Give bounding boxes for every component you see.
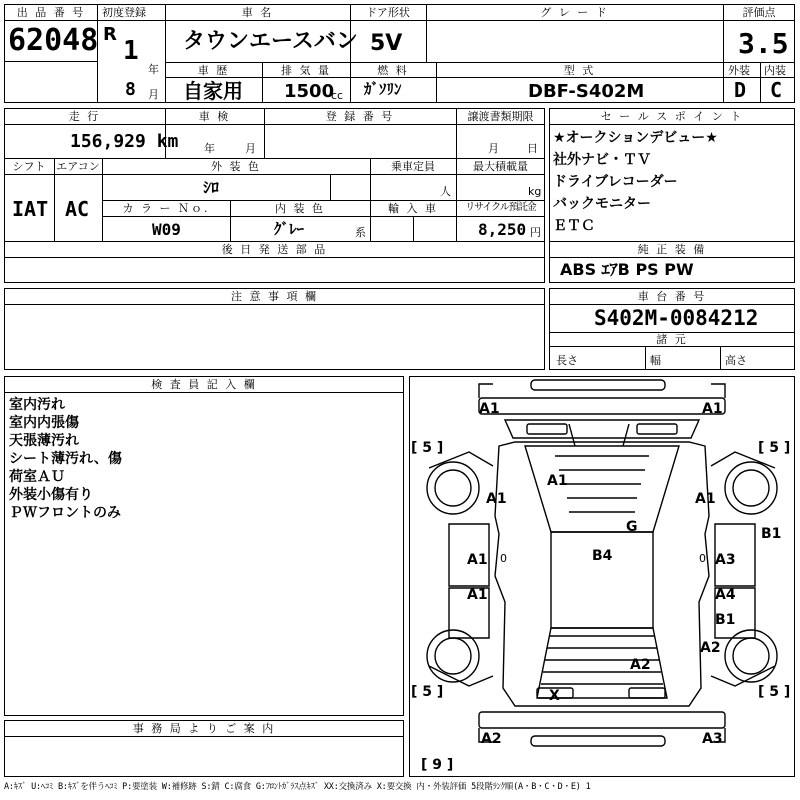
mark-left-front-fender: A1 <box>486 491 507 507</box>
later-parts-label: 後 日 発 送 部 品 <box>221 243 328 256</box>
exterior-grade: D <box>734 78 747 102</box>
notes-label: 注 意 事 項 欄 <box>231 290 318 303</box>
mark-left-rear-door: A1 <box>467 587 488 603</box>
transfer-label: 譲渡書類期限 <box>467 110 534 123</box>
registration-month: 8 <box>125 79 136 100</box>
exterior-grade-label: 外装 <box>728 64 750 77</box>
inspector-note-line: 室内汚れ <box>9 397 65 413</box>
fuel-label: 燃 料 <box>377 64 409 77</box>
lot-number-label: 出 品 番 号 <box>16 6 86 19</box>
mark-right-quarter: A2 <box>700 640 721 656</box>
mark-top-right-bracket: [ 5 ] <box>758 440 791 456</box>
inspector-note-line: 外装小傷有り <box>9 487 93 503</box>
shift-label: シフト <box>12 160 46 173</box>
inspection-year-unit: 年 <box>204 142 215 155</box>
history-label: 車 歴 <box>197 64 230 77</box>
width-label: 幅 <box>650 354 661 367</box>
sales-point-item: ★オークションデビュー★ <box>553 130 718 146</box>
displacement-unit: cc <box>331 89 344 102</box>
chassis-label: 車 台 番 号 <box>637 290 707 303</box>
era-label: R <box>103 24 117 45</box>
inspector-note-line: 天張薄汚れ <box>9 433 79 449</box>
sales-point-item: バックモニター <box>553 196 651 212</box>
interior-color-unit: 系 <box>355 226 366 239</box>
shift-value: IAT <box>12 197 49 221</box>
mark-bottom-left-bracket: [ 5 ] <box>411 684 444 700</box>
evaluation-score: 3.5 <box>738 27 789 60</box>
transfer-day-unit: 日 <box>527 142 538 155</box>
ac-value: AC <box>65 197 90 221</box>
height-label: 高さ <box>725 354 747 367</box>
capacity-unit: 人 <box>440 185 451 198</box>
year-unit: 年 <box>148 63 159 76</box>
equipment-value: ABS ｴｱB PS PW <box>560 260 694 279</box>
inspector-note-line: 荷室ＡＵ <box>9 469 65 485</box>
inspector-notes <box>9 396 122 522</box>
mark-front-left-corner: A1 <box>479 401 500 417</box>
interior-color: ｸﾞﾚｰ <box>274 220 305 238</box>
score-label: 評価点 <box>742 6 776 19</box>
color-number-label: カ ラ ー Ｎｏ. <box>122 202 210 215</box>
capacity-label: 乗車定員 <box>391 160 435 173</box>
mark-windshield: G <box>626 519 638 535</box>
load-label: 最大積載量 <box>473 160 528 173</box>
history-value: 自家用 <box>183 79 243 103</box>
car-name: タウンエースバン <box>183 29 358 54</box>
inspector-note-line: ＰＷフロントのみ <box>9 505 121 521</box>
color-label: 外 装 色 <box>211 160 261 173</box>
interior-grade: C <box>770 78 783 102</box>
legend-text: A:ｷｽﾞ U:ﾍｺﾐ B:ｷｽﾞを伴うﾍｺﾐ P:要塗装 W:補修跡 S:錆 C:腐食 G:ﾌﾛﾝﾄｶﾞﾗｽ点ｷｽﾞ XX:交換済み X:要交換 内・外装評価 5段階ﾗﾝｸ順(A・B・C・D・E) 1 <box>4 782 591 792</box>
door-type: 5V <box>370 31 403 56</box>
inspector-note-line: 室内内張傷 <box>9 415 79 431</box>
mark-right-rear-door: A4 <box>715 587 736 603</box>
car-diagram <box>409 376 795 777</box>
mark-front-right-corner: A1 <box>702 401 723 417</box>
grade-label: グ レ ー ド <box>540 6 609 19</box>
chassis-number: S402M-0084212 <box>594 306 759 330</box>
model-value: DBF-S402M <box>528 81 645 102</box>
lot-number: 62048 <box>8 23 99 58</box>
sales-point-item: ドライブレコーダー <box>553 174 678 190</box>
mark-left-front-door: A1 <box>467 552 488 568</box>
mark-rear-right-corner: A3 <box>702 731 723 747</box>
sales-point-item: 社外ナビ・ＴＶ <box>553 152 651 168</box>
mark-right-front-door: A3 <box>715 552 736 568</box>
import-label: 輸 入 車 <box>388 202 438 215</box>
spec-label: 諸 元 <box>656 333 688 346</box>
mark-right-b1-mid: B1 <box>715 612 736 628</box>
mark-rear-left-corner: A2 <box>481 731 502 747</box>
transfer-month-unit: 月 <box>488 142 499 155</box>
displacement-value: 1500 <box>284 81 335 102</box>
first-registration-label: 初度登録 <box>102 6 146 19</box>
inspector-label: 検 査 員 記 入 欄 <box>151 378 257 391</box>
registration-year: 1 <box>123 36 139 66</box>
length-label: 長さ <box>556 354 578 367</box>
ac-label: エアコン <box>56 160 100 173</box>
color-value: ｼﾛ <box>203 178 220 197</box>
mark-right-front-fender: A1 <box>695 491 716 507</box>
sales-point-label: セ ー ル ス ポ イ ン ト <box>600 110 744 123</box>
recycle-value: 8,250 <box>478 220 527 239</box>
mark-left-front-door-sub: 0 <box>500 552 507 565</box>
inspector-note-line: シート薄汚れ、傷 <box>9 451 122 467</box>
mark-right-front-door-sub: 0 <box>699 552 706 565</box>
car-name-label: 車 名 <box>241 6 274 19</box>
mark-top-left-bracket: [ 5 ] <box>411 440 444 456</box>
mileage-label: 走 行 <box>68 110 101 123</box>
mileage-value: 156,929 km <box>70 131 179 152</box>
load-unit: kg <box>528 185 542 198</box>
interior-grade-label: 内装 <box>764 64 786 77</box>
recycle-label: リサイクル預託金 <box>465 202 536 213</box>
mark-bottom-right-bracket: [ 5 ] <box>758 684 791 700</box>
sales-point-list <box>553 129 718 239</box>
recycle-unit: 円 <box>530 226 541 239</box>
mark-right-b1-top: B1 <box>761 526 782 542</box>
sales-point-item: ＥＴＣ <box>553 218 595 234</box>
office-label: 事 務 局 よ り ご 案 内 <box>132 722 276 735</box>
mark-bottom-bracket: [ 9 ] <box>421 757 454 773</box>
displacement-label: 排 気 量 <box>281 64 331 77</box>
month-unit: 月 <box>148 88 159 101</box>
equipment-label: 純 正 装 備 <box>637 243 707 256</box>
fuel-value: ｶﾞｿﾘﾝ <box>364 80 402 98</box>
mark-roof-rear: A2 <box>630 657 651 673</box>
model-label: 型 式 <box>563 64 596 77</box>
plate-label: 登 録 番 号 <box>325 110 395 123</box>
door-label: ドア形状 <box>366 6 410 19</box>
inspection-label: 車 検 <box>198 110 231 123</box>
mark-roof: B4 <box>592 548 613 564</box>
mark-rear-x: X <box>549 688 560 704</box>
color-number: W09 <box>152 220 181 239</box>
mark-hood: A1 <box>547 473 568 489</box>
inspection-month-unit: 月 <box>245 142 256 155</box>
interior-color-label: 内 装 色 <box>275 202 325 215</box>
